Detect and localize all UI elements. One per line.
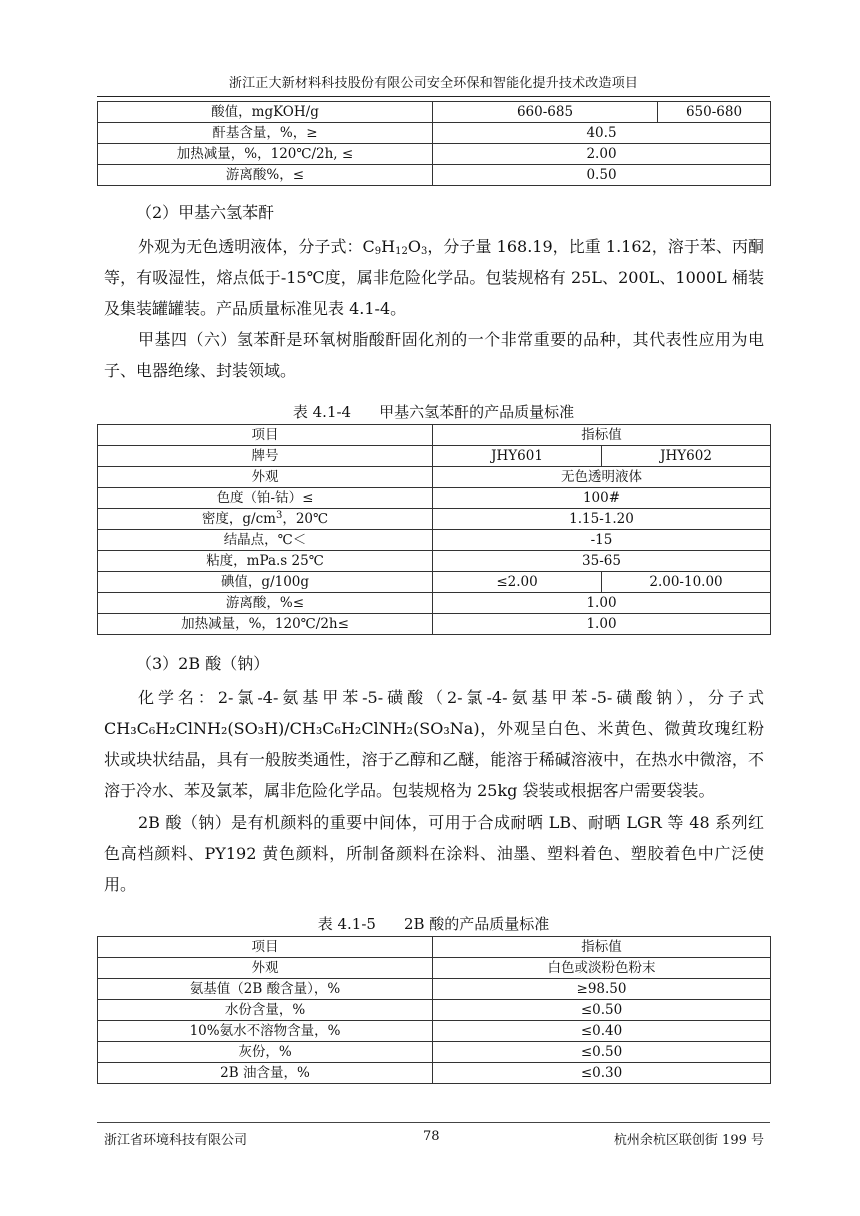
row-value-1: 660-685: [433, 102, 658, 123]
row-value-1: ≤2.00: [433, 572, 602, 593]
row-value: ≤0.50: [433, 1000, 771, 1021]
table-row: [98, 102, 771, 123]
row-item: 牌号: [98, 446, 433, 467]
row-item: 色度（铂-钴）≤: [98, 488, 433, 509]
table-row: [98, 467, 771, 488]
row-item: 外观: [98, 467, 433, 488]
row-value: 100#: [433, 488, 771, 509]
page-header-title: 浙江正大新材料科技股份有限公司安全环保和智能化提升技术改造项目: [228, 76, 639, 91]
row-item: 水份含量，%: [98, 1000, 433, 1021]
section-heading-2: （2）甲基六氢苯酐: [136, 203, 275, 222]
row-item: 酸值，mgKOH/g: [98, 102, 433, 123]
table-row: [98, 979, 771, 1000]
table-row: [98, 530, 771, 551]
table-row: [98, 165, 771, 186]
row-value-2: 650-680: [658, 102, 771, 123]
row-value: 35-65: [433, 551, 771, 572]
row-item: 密度，$g/cm^3$，20℃: [98, 509, 433, 530]
row-value: 1.00: [433, 614, 771, 635]
row-item: 2B 油含量，%: [98, 1063, 433, 1084]
footer-address: 杭州余杭区联创街 199 号: [613, 1133, 764, 1148]
row-item: 粘度，mPa.s 25℃: [98, 551, 433, 572]
section3-paragraph-1: 化学名：2-氯-4-氨基甲苯-5-磺酸（2-氯-4-氨基甲苯-5-磺酸钠），分子式CH₃C₆H₂ClNH₂(SO₃H)/CH₃C₆H₂ClNH₂(SO₃Na)，外观呈白色、米黄色、微黄玫瑰红粉状或块状结晶，具有一般胺类通性，溶于乙醇和乙醚，能溶于稀碱溶液中，在热水中微溶，不溶于冷水、苯及氯苯，属非危险化学品。包装规格为 25kg 袋装或根据客户需要袋装。: [104, 688, 764, 800]
row-item: 游离酸，%≤: [98, 593, 433, 614]
header-value: 指标值: [433, 937, 771, 958]
brand-2: JHY602: [602, 446, 771, 467]
row-item: 外观: [98, 958, 433, 979]
table-row: [98, 958, 771, 979]
row-value: ≤0.50: [433, 1042, 771, 1063]
footer-company: 浙江省环境科技有限公司: [104, 1133, 248, 1148]
table-row: [98, 488, 771, 509]
table-header-row: [98, 425, 771, 446]
header-item: 项目: [98, 425, 433, 446]
page-number: 78: [423, 1129, 440, 1144]
header-rule: [97, 96, 770, 97]
row-value: 无色透明液体: [433, 467, 771, 488]
table-caption-4-1-4: 表 4.1-4 甲基六氢苯酐的产品质量标准: [292, 403, 575, 421]
row-item: 酐基含量，%，≥: [98, 123, 433, 144]
table-row: [98, 446, 771, 467]
section2-paragraph-2: 甲基四（六）氢苯酐是环氧树脂酸酐固化剂的一个非常重要的品种，其代表性应用为电子、电器绝缘、封装领域。: [104, 330, 764, 380]
row-value: 1.15-1.20: [433, 509, 771, 530]
table-row: [98, 1063, 771, 1084]
row-item: 10%氨水不溶物含量，%: [98, 1021, 433, 1042]
row-item: 加热减量，%，120℃/2h≤: [98, 614, 433, 635]
footer-rule: [97, 1122, 770, 1123]
row-value: 2.00: [433, 144, 771, 165]
table-row: [98, 509, 771, 530]
table-row: [98, 123, 771, 144]
table-4-1-5: [97, 936, 771, 1084]
row-item: 结晶点，℃＜: [98, 530, 433, 551]
table-row: [98, 572, 771, 593]
table-row: [98, 614, 771, 635]
table-row: [98, 144, 771, 165]
row-value: 0.50: [433, 165, 771, 186]
row-item: 灰份，%: [98, 1042, 433, 1063]
table-row: [98, 1000, 771, 1021]
table-header-row: [98, 937, 771, 958]
row-item: 氨基值（2B 酸含量），%: [98, 979, 433, 1000]
table-4-1-4: [97, 424, 771, 635]
header-item: 项目: [98, 937, 433, 958]
table-caption-4-1-5: 表 4.1-5 2B 酸的产品质量标准: [317, 915, 550, 933]
brand-1: JHY601: [433, 446, 602, 467]
row-item: 游离酸%，≤: [98, 165, 433, 186]
row-value: 1.00: [433, 593, 771, 614]
header-value: 指标值: [433, 425, 771, 446]
row-value: 白色或淡粉色粉末: [433, 958, 771, 979]
section2-paragraph-1: 外观为无色透明液体，分子式：$C_9H_{12}O_3$，分子量 168.19，比重 1.162，溶于苯、丙酮等，有吸湿性，熔点低于-15℃度，属非危险化学品。包装规格有 25L、200L、1000L 桶装及集装罐罐装。产品质量标准见表 4.1-4。: [104, 237, 764, 318]
section-heading-3: （3）2B 酸（钠）: [136, 654, 270, 673]
row-value: -15: [433, 530, 771, 551]
table-row: [98, 1042, 771, 1063]
row-value: 40.5: [433, 123, 771, 144]
row-value: ≤0.40: [433, 1021, 771, 1042]
row-value: ≤0.30: [433, 1063, 771, 1084]
table-row: [98, 593, 771, 614]
table-row: [98, 551, 771, 572]
table-row: [98, 1021, 771, 1042]
row-item: 碘值，g/100g: [98, 572, 433, 593]
row-value-2: 2.00-10.00: [602, 572, 771, 593]
row-value: ≥98.50: [433, 979, 771, 1000]
section3-paragraph-2: 2B 酸（钠）是有机颜料的重要中间体，可用于合成耐晒 LB、耐晒 LGR 等 48 系列红色高档颜料、PY192 黄色颜料，所制备颜料在涂料、油墨、塑料着色、塑胶着色中广泛使用。: [104, 813, 764, 894]
table-continuation: [97, 101, 771, 186]
row-item: 加热减量，%，120℃/2h, ≤: [98, 144, 433, 165]
